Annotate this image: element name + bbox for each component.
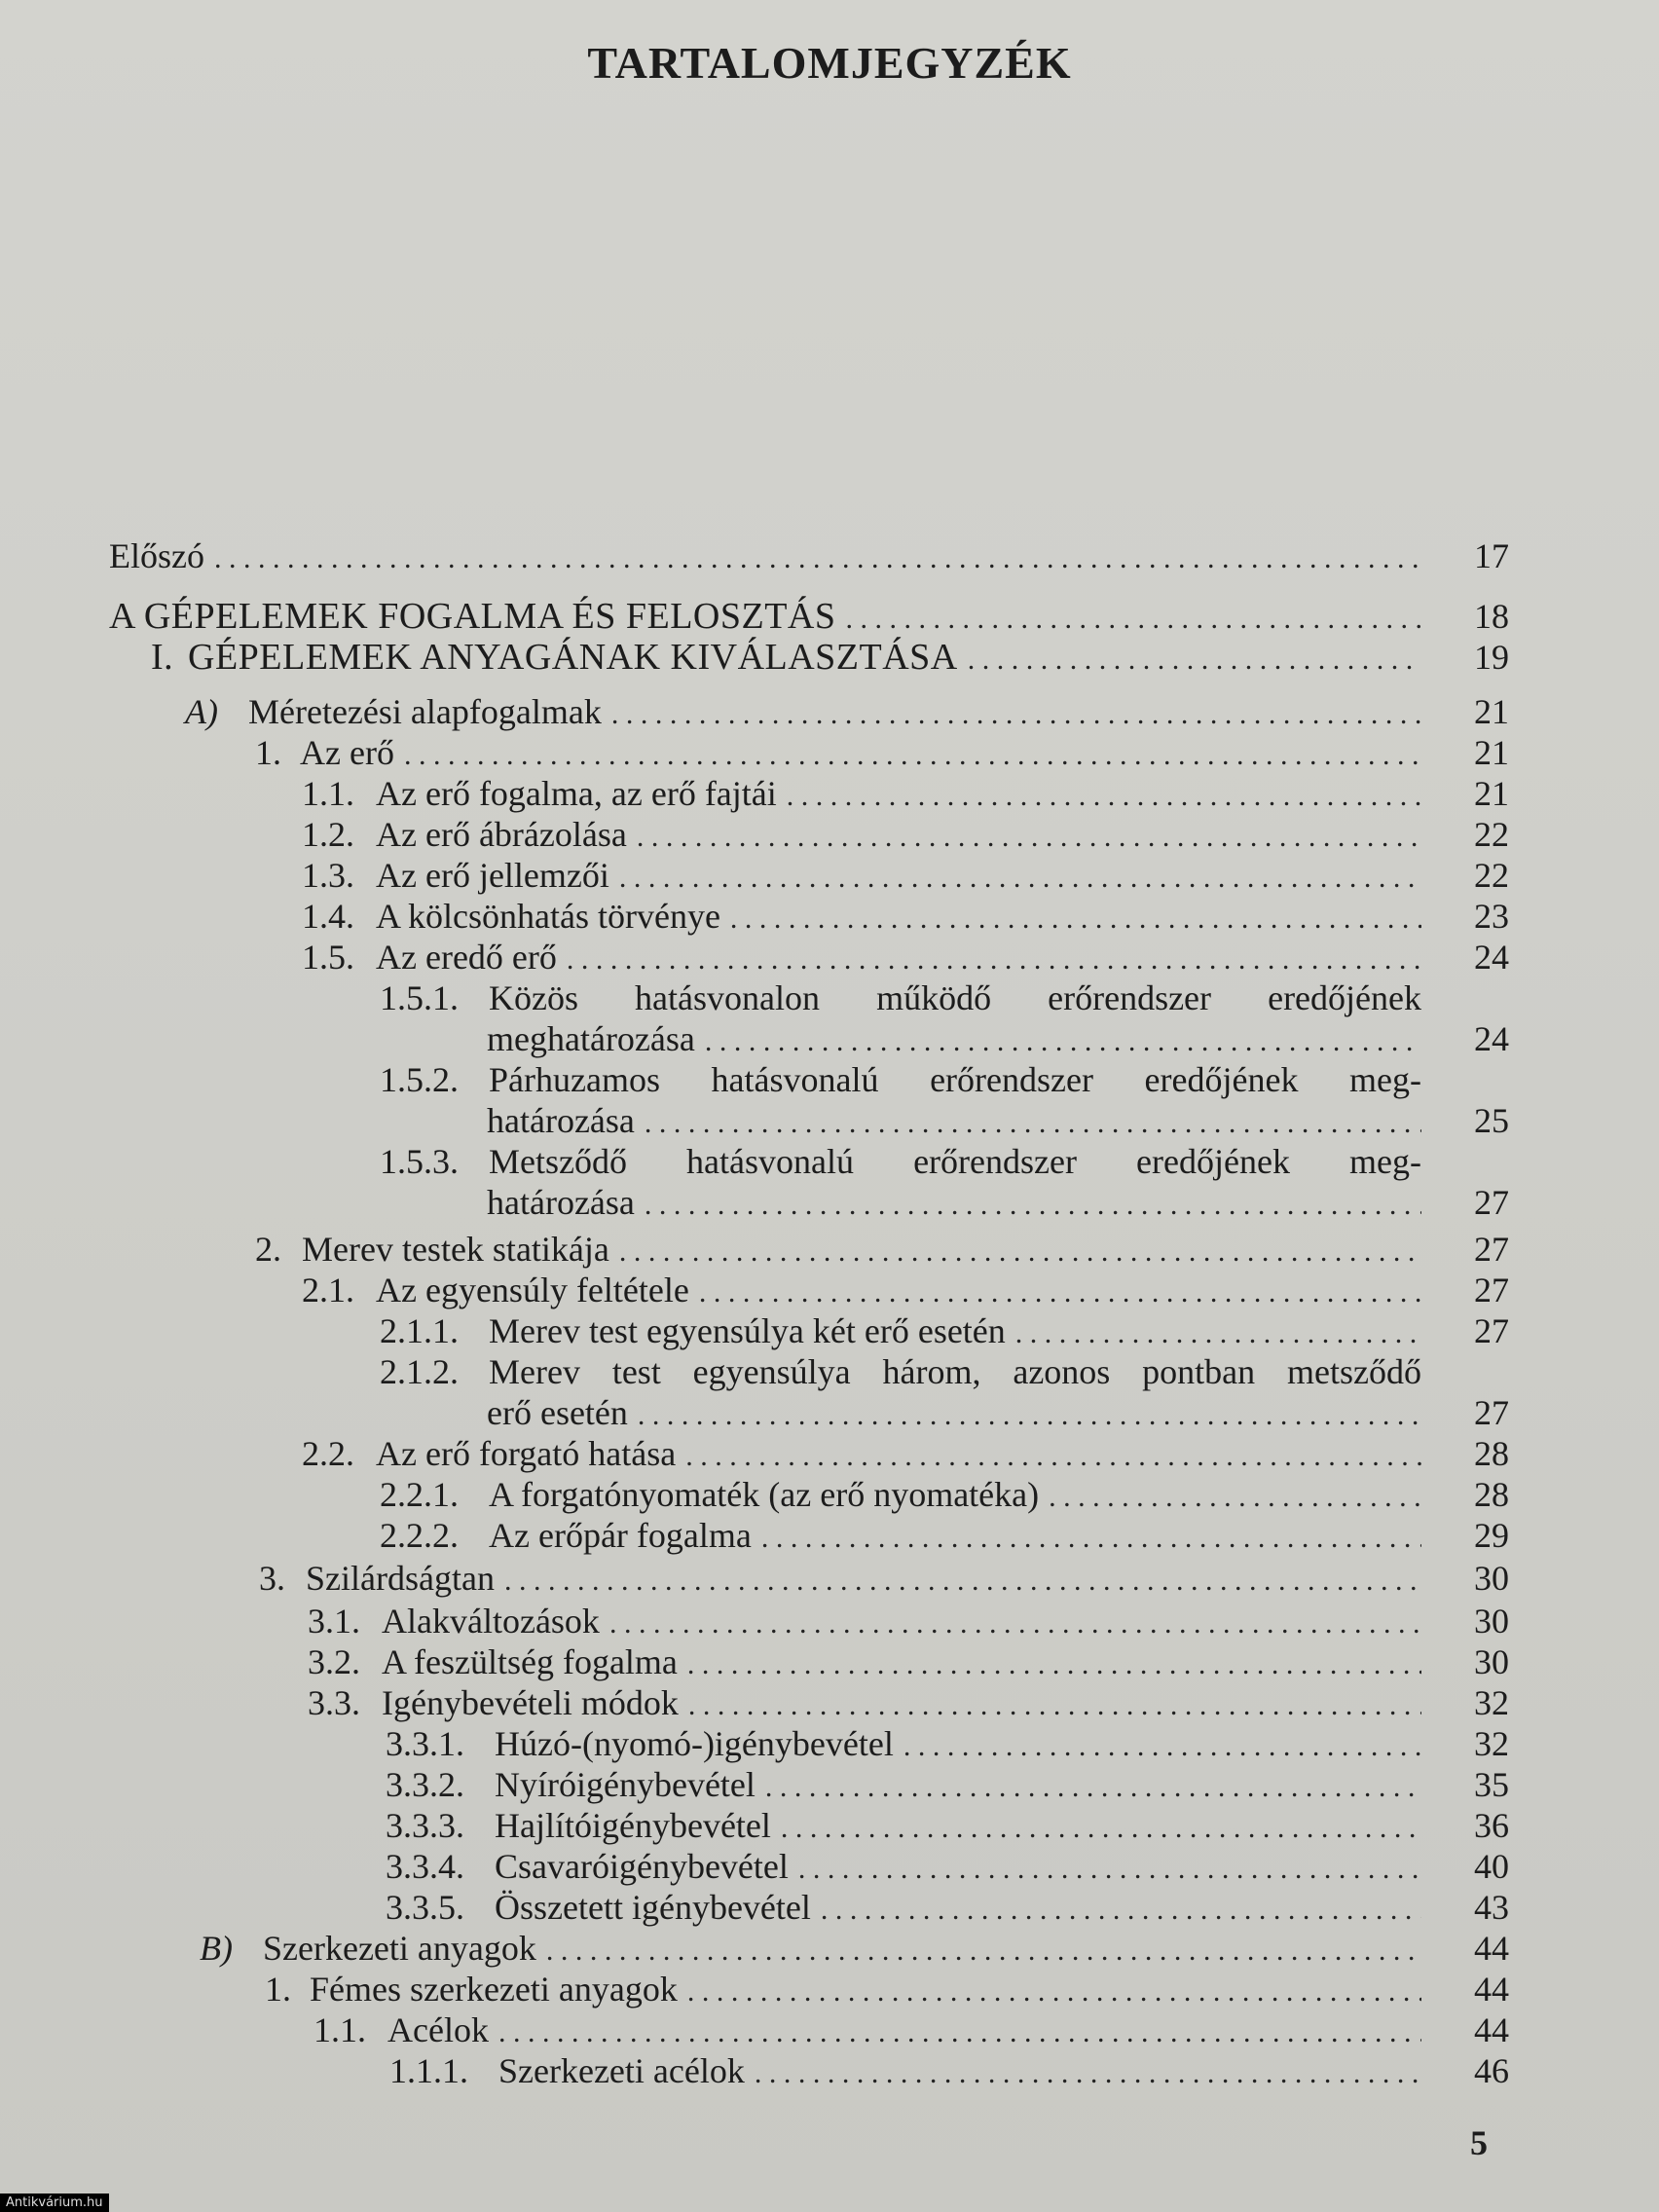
- toc-page-number: 27: [1474, 1183, 1509, 1222]
- toc-page-number: 32: [1474, 1724, 1509, 1763]
- toc-label: határozása: [487, 1101, 635, 1140]
- watermark: Antikvárium.hu: [0, 2194, 109, 2212]
- toc-number: 2.1.: [302, 1271, 354, 1309]
- toc-label: Az erőpár fogalma: [489, 1516, 752, 1555]
- toc-page-number: 30: [1474, 1602, 1509, 1641]
- toc-entry: [0, 1515, 1659, 1556]
- toc-label: Az eredő erő: [376, 938, 557, 977]
- toc-number: 1.5.1.: [380, 978, 459, 1017]
- toc-page-number: 19: [1474, 638, 1509, 677]
- page-title: TARTALOMJEGYZÉK: [587, 38, 1072, 88]
- toc-entry: [0, 1351, 1659, 1392]
- toc-entry: [0, 773, 1659, 814]
- dot-leader: [1015, 1313, 1421, 1354]
- dot-leader: [567, 940, 1421, 980]
- toc-label: Merev testek statikája: [302, 1230, 609, 1269]
- dot-leader: [504, 1561, 1421, 1602]
- toc-entry: [0, 937, 1659, 977]
- toc-label: Összetett igénybevétel: [495, 1888, 811, 1927]
- toc-page-number: 21: [1474, 733, 1509, 772]
- toc-number: 1.5.3.: [380, 1142, 459, 1181]
- toc-number: A): [185, 692, 218, 731]
- toc-page-number: 23: [1474, 897, 1509, 936]
- toc-entry: [0, 1474, 1659, 1515]
- toc-label: A feszültség fogalma: [382, 1642, 678, 1681]
- toc-label: Az erő fogalma, az erő fajtái: [376, 774, 777, 813]
- toc-label: erő esetén: [487, 1393, 628, 1432]
- toc-entry-continuation: [0, 1182, 1659, 1223]
- toc-entry: [0, 1433, 1659, 1474]
- toc-label: Merev test egyensúlya két erő esetén: [489, 1311, 1006, 1350]
- dot-leader: [645, 1185, 1421, 1226]
- toc-label: A kölcsönhatás törvénye: [376, 897, 720, 936]
- toc-entry: [0, 2050, 1659, 2091]
- toc-number: 1.1.: [313, 2010, 366, 2049]
- toc-number: 3.3.5.: [386, 1888, 464, 1927]
- toc-number: 1.5.2.: [380, 1060, 459, 1099]
- dot-leader: [214, 538, 1421, 579]
- dot-leader: [645, 1103, 1421, 1144]
- toc-page-number: 21: [1474, 774, 1509, 813]
- dot-leader: [705, 1021, 1421, 1062]
- toc-number: 1.1.: [302, 774, 354, 813]
- toc-entry: [0, 814, 1659, 855]
- toc-label: Metsződő hatásvonalú erőrendszer eredőjének meg-: [489, 1142, 1421, 1181]
- toc-entry: [0, 1887, 1659, 1928]
- toc-page-number: 30: [1474, 1642, 1509, 1681]
- toc-label: Igénybevételi módok: [382, 1683, 679, 1722]
- toc-entry-continuation: [0, 1018, 1659, 1059]
- toc-label: Csavaróigénybevétel: [495, 1847, 789, 1886]
- toc-number: 2.2.2.: [380, 1516, 459, 1555]
- toc-label: GÉPELEMEK ANYAGÁNAK KIVÁLASZTÁSA: [188, 637, 958, 678]
- dot-leader: [968, 640, 1421, 681]
- toc-entry: [0, 1270, 1659, 1310]
- toc-page-number: 28: [1474, 1434, 1509, 1473]
- toc-label: Nyíróigénybevétel: [495, 1765, 756, 1804]
- toc-page-number: 28: [1474, 1475, 1509, 1514]
- toc-number: 1.: [265, 1970, 291, 2009]
- toc-entry: [0, 535, 1659, 576]
- toc-entry: [0, 596, 1659, 637]
- dot-leader: [546, 1931, 1421, 1972]
- toc-page-number: 44: [1474, 2010, 1509, 2049]
- toc-page-number: 36: [1474, 1806, 1509, 1845]
- dot-leader: [638, 1395, 1421, 1436]
- dot-leader: [687, 1972, 1421, 2012]
- toc-number: 3.2.: [308, 1642, 360, 1681]
- toc-number: 3.1.: [308, 1602, 360, 1641]
- toc-entry: [0, 1601, 1659, 1641]
- toc-entry: [0, 637, 1659, 678]
- toc-number: 1.5.: [302, 938, 354, 977]
- toc-number: 2.2.1.: [380, 1475, 459, 1514]
- toc-number: 2.: [255, 1230, 281, 1269]
- toc-entry: [0, 977, 1659, 1018]
- toc-page-number: 29: [1474, 1516, 1509, 1555]
- dot-leader: [781, 1808, 1421, 1849]
- dot-leader: [611, 694, 1421, 735]
- toc-page-number: 30: [1474, 1559, 1509, 1598]
- toc-page-number: 46: [1474, 2051, 1509, 2090]
- toc-number: 2.1.1.: [380, 1311, 459, 1350]
- toc-number: 1.1.1.: [389, 2051, 468, 2090]
- toc-number: 3.3.3.: [386, 1806, 464, 1845]
- toc-number: 3.3.1.: [386, 1724, 464, 1763]
- toc-entry: [0, 896, 1659, 937]
- toc-entry: [0, 1969, 1659, 2009]
- toc-entry-continuation: [0, 1392, 1659, 1433]
- dot-leader: [404, 735, 1421, 776]
- dot-leader: [609, 1604, 1421, 1644]
- dot-leader: [821, 1890, 1421, 1931]
- toc-page-number: 25: [1474, 1101, 1509, 1140]
- toc-number: 2.2.: [302, 1434, 354, 1473]
- toc-entry: [0, 1764, 1659, 1805]
- toc-page-number: 27: [1474, 1393, 1509, 1432]
- toc-label: Méretezési alapfogalmak: [248, 692, 602, 731]
- toc-entry: [0, 1805, 1659, 1846]
- dot-leader: [798, 1849, 1421, 1890]
- toc-number: B): [200, 1929, 233, 1968]
- toc-page-number: 27: [1474, 1311, 1509, 1350]
- toc-label: Az erő jellemzői: [376, 856, 609, 895]
- toc-number: 1.3.: [302, 856, 354, 895]
- dot-leader: [637, 817, 1421, 858]
- toc-entry: [0, 1059, 1659, 1100]
- toc-label: Szerkezeti acélok: [498, 2051, 745, 2090]
- toc-number: 2.1.2.: [380, 1352, 459, 1391]
- toc-page-number: 40: [1474, 1847, 1509, 1886]
- toc-entry: [0, 1310, 1659, 1351]
- toc-label: Merev test egyensúlya három, azonos pontban metsződő: [489, 1352, 1421, 1391]
- toc-page-number: 32: [1474, 1683, 1509, 1722]
- toc-page-number: 22: [1474, 856, 1509, 895]
- dot-leader: [619, 858, 1421, 899]
- toc-page-number: 21: [1474, 692, 1509, 731]
- toc-page-number: 27: [1474, 1271, 1509, 1309]
- toc-entry: [0, 691, 1659, 732]
- toc-entry: [0, 732, 1659, 773]
- toc-number: I.: [151, 637, 174, 678]
- dot-leader: [787, 776, 1421, 817]
- toc-entry: [0, 1641, 1659, 1682]
- page-number: 5: [1470, 2123, 1488, 2162]
- dot-leader: [903, 1726, 1421, 1767]
- toc-page-number: 27: [1474, 1230, 1509, 1269]
- toc-entry: [0, 1928, 1659, 1969]
- dot-leader: [1049, 1477, 1421, 1518]
- toc-label: Az erő ábrázolása: [376, 815, 627, 854]
- dot-leader: [688, 1685, 1421, 1726]
- toc-label: Szerkezeti anyagok: [263, 1929, 536, 1968]
- toc-label: Az egyensúly feltétele: [376, 1271, 689, 1309]
- dot-leader: [755, 2053, 1421, 2094]
- toc-entry: [0, 1682, 1659, 1723]
- toc-number: 3.3.4.: [386, 1847, 464, 1886]
- dot-leader: [619, 1232, 1421, 1272]
- toc-page-number: 18: [1474, 597, 1509, 636]
- toc-entry: [0, 1723, 1659, 1764]
- dot-leader: [687, 1644, 1421, 1685]
- toc-number: 3.: [259, 1559, 285, 1598]
- toc-page-number: 35: [1474, 1765, 1509, 1804]
- toc-number: 1.4.: [302, 897, 354, 936]
- toc-entry: [0, 1141, 1659, 1182]
- toc-page-number: 24: [1474, 1019, 1509, 1058]
- toc-entry: [0, 1846, 1659, 1887]
- dot-leader: [685, 1436, 1421, 1477]
- toc-entry-continuation: [0, 1100, 1659, 1141]
- toc-number: 3.3.2.: [386, 1765, 464, 1804]
- toc-page-number: 43: [1474, 1888, 1509, 1927]
- dot-leader: [846, 599, 1422, 640]
- toc-label: A GÉPELEMEK FOGALMA ÉS FELOSZTÁS: [109, 596, 836, 637]
- toc-label: Húzó-(nyomó-)igénybevétel: [495, 1724, 894, 1763]
- toc-entry: [0, 1558, 1659, 1599]
- toc-label: Alakváltozások: [382, 1602, 600, 1641]
- toc-label: Acélok: [387, 2010, 489, 2049]
- toc-number: 1.: [255, 733, 281, 772]
- toc-label: Párhuzamos hatásvonalú erőrendszer eredőjének meg-: [489, 1060, 1421, 1099]
- dot-leader: [761, 1518, 1421, 1559]
- dot-leader: [699, 1272, 1421, 1313]
- toc-label: Az erő: [300, 733, 394, 772]
- toc-entry: [0, 2009, 1659, 2050]
- toc-label: Az erő forgató hatása: [376, 1434, 677, 1473]
- dot-leader: [730, 899, 1421, 940]
- toc-label: Közös hatásvonalon működő erőrendszer eredőjének: [489, 978, 1421, 1017]
- toc-label: Szilárdságtan: [306, 1559, 495, 1598]
- dot-leader: [765, 1767, 1421, 1808]
- toc-label: Fémes szerkezeti anyagok: [310, 1970, 678, 2009]
- toc-page-number: 44: [1474, 1970, 1509, 2009]
- dot-leader: [498, 2012, 1421, 2053]
- toc-label: Hajlítóigénybevétel: [495, 1806, 771, 1845]
- toc-number: 1.2.: [302, 815, 354, 854]
- toc-label: A forgatónyomaték (az erő nyomatéka): [489, 1475, 1040, 1514]
- toc-label: meghatározása: [487, 1019, 695, 1058]
- toc-page-number: 17: [1474, 536, 1509, 575]
- toc-page-number: 44: [1474, 1929, 1509, 1968]
- toc-page-number: 24: [1474, 938, 1509, 977]
- toc-label: határozása: [487, 1183, 635, 1222]
- toc-number: 3.3.: [308, 1683, 360, 1722]
- toc-entry: [0, 1229, 1659, 1270]
- toc-label: Előszó: [109, 536, 204, 575]
- toc-page-number: 22: [1474, 815, 1509, 854]
- toc-entry: [0, 855, 1659, 896]
